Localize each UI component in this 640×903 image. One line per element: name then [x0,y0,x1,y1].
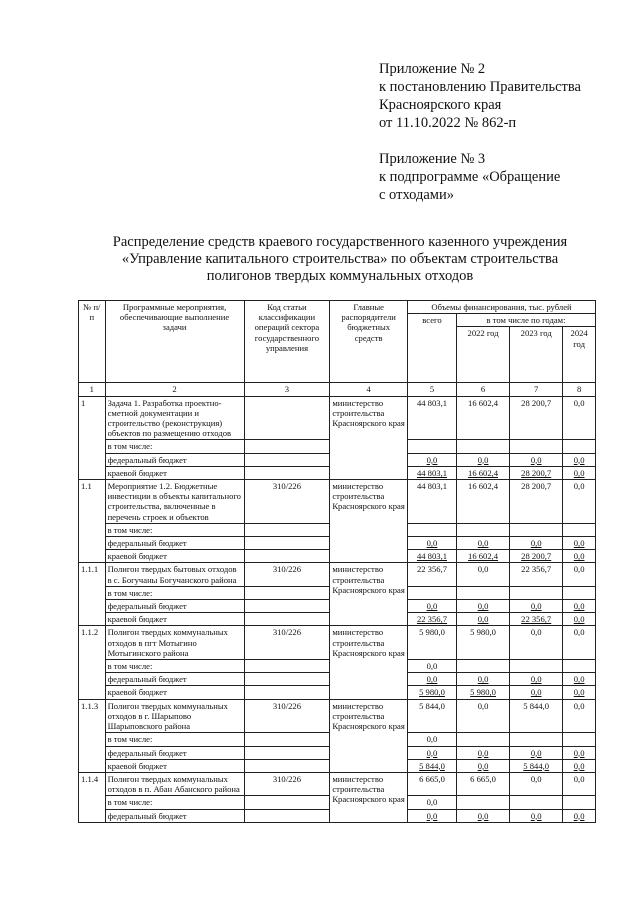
sub-value [457,523,510,536]
row-value: 5 980,0 [457,626,510,660]
appendix-line: от 11.10.2022 № 862-п [379,115,517,131]
sub-value: 0,0 [510,600,563,613]
sub-value: 28 200,7 [510,466,563,479]
sub-code [244,537,330,550]
sub-code [244,733,330,746]
sub-value: 0,0 [407,809,456,822]
row-value: 0,0 [563,772,596,795]
header-code: Код статьи классификации операций сектора государственного управления [244,301,330,383]
table-row [79,772,596,795]
sub-value: 0,0 [510,673,563,686]
row-administrator: министерство строительства Красноярского края [330,699,408,772]
sub-value: 0,0 [563,673,596,686]
sub-value: 0,0 [407,733,456,746]
row-measure-name: Полигон твердых коммунальных отходов в г. Шарыпово Шарыповского района [105,699,244,733]
sub-code [244,673,330,686]
header-by-years: в том числе по годам: [457,314,596,327]
row-administrator: министерство строительства Красноярского края [330,480,408,563]
sub-label: краевой бюджет [105,686,244,699]
appendix-line: к постановлению Правительства [379,79,581,95]
row-number: 1.1.4 [79,772,106,822]
sub-value: 0,0 [407,600,456,613]
sub-value [457,440,510,453]
sub-value: 0,0 [407,673,456,686]
sub-value: 0,0 [510,453,563,466]
sub-value [563,586,596,599]
sub-value [457,733,510,746]
header-volumes: Объемы финансирования, тыс. рублей [407,301,595,314]
sub-value [510,796,563,809]
row-measure-name: Полигон твердых коммунальных отходов в пгт Мотыгино Мотыгинского района [105,626,244,660]
sub-value: 22 356,7 [407,613,456,626]
sub-value [457,660,510,673]
row-code [244,396,330,440]
sub-value [510,733,563,746]
sub-value: 0,0 [563,550,596,563]
row-value: 0,0 [563,563,596,586]
header-2024: 2024 год [563,327,596,383]
financing-table [78,300,596,823]
sub-value: 5 980,0 [457,686,510,699]
row-value: 22 356,7 [407,563,456,586]
row-value: 0,0 [563,480,596,524]
sub-code [244,550,330,563]
sub-code [244,466,330,479]
document-title [60,234,620,285]
row-code: 310/226 [244,772,330,795]
sub-value: 0,0 [563,686,596,699]
sub-value [563,796,596,809]
sub-code [244,809,330,822]
sub-code [244,759,330,772]
row-value: 5 844,0 [407,699,456,733]
sub-value: 44 803,1 [407,550,456,563]
sub-value [563,733,596,746]
row-value: 16 602,4 [457,396,510,440]
sub-value [510,586,563,599]
sub-code [244,660,330,673]
header-measures: Программные мероприятия, обеспечивающие выполнение задачи [105,301,244,383]
sub-value: 0,0 [407,660,456,673]
column-number: 6 [457,383,510,396]
sub-value: 0,0 [407,453,456,466]
sub-value: 44 803,1 [407,466,456,479]
row-value: 44 803,1 [407,396,456,440]
table-header-row [79,301,596,314]
row-value: 5 980,0 [407,626,456,660]
sub-value [407,440,456,453]
row-value: 6 665,0 [407,772,456,795]
sub-code [244,613,330,626]
sub-label: краевой бюджет [105,759,244,772]
appendix-line: Приложение № 2 [379,61,486,77]
sub-label: в том числе: [105,523,244,536]
sub-value: 0,0 [457,600,510,613]
sub-value: 16 602,4 [457,466,510,479]
sub-value: 28 200,7 [510,550,563,563]
sub-value: 5 844,0 [407,759,456,772]
sub-value [510,440,563,453]
sub-value: 0,0 [563,466,596,479]
title-line: Распределение средств краевого государственного казенного учреждения [112,234,568,250]
column-number: 7 [510,383,563,396]
sub-label: в том числе: [105,660,244,673]
row-number: 1.1 [79,480,106,563]
sub-value [510,523,563,536]
row-value: 0,0 [457,699,510,733]
sub-value [563,440,596,453]
row-number: 1.1.3 [79,699,106,772]
sub-label: в том числе: [105,733,244,746]
sub-value: 0,0 [563,613,596,626]
sub-code [244,746,330,759]
title-line: полигонов твердых коммунальных отходов [206,268,474,284]
table-row [79,480,596,524]
row-measure-name: Полигон твердых коммунальных отходов в п. Абан Абанского района [105,772,244,795]
column-number: 5 [407,383,456,396]
row-value: 0,0 [563,626,596,660]
appendix-line: Красноярского края [379,97,502,113]
table-row [79,699,596,733]
appendix-line: с отходами» [379,187,454,203]
sub-value [407,523,456,536]
column-number: 2 [105,383,244,396]
sub-value: 0,0 [563,746,596,759]
row-value: 0,0 [510,626,563,660]
row-code: 310/226 [244,480,330,524]
sub-value [457,796,510,809]
sub-value: 0,0 [563,759,596,772]
sub-code [244,600,330,613]
row-value: 5 844,0 [510,699,563,733]
header-num: № п/п [79,301,106,383]
sub-value [407,586,456,599]
sub-value: 0,0 [510,686,563,699]
column-number: 3 [244,383,330,396]
sub-label: краевой бюджет [105,466,244,479]
sub-label: краевой бюджет [105,550,244,563]
row-value: 28 200,7 [510,396,563,440]
row-value: 0,0 [510,772,563,795]
sub-code [244,440,330,453]
sub-value [457,586,510,599]
sub-label: в том числе: [105,440,244,453]
sub-value: 5 980,0 [407,686,456,699]
sub-value: 0,0 [563,600,596,613]
header-total: всего [407,314,456,383]
sub-label: федеральный бюджет [105,453,244,466]
sub-value: 0,0 [457,759,510,772]
appendix-block [379,60,581,204]
row-value: 16 602,4 [457,480,510,524]
sub-label: федеральный бюджет [105,746,244,759]
row-measure-name: Мероприятие 1.2. Бюджетные инвестиции в объекты капитального строительства, включенные в перечень строек и объектов [105,480,244,524]
sub-value [563,660,596,673]
sub-value: 0,0 [563,809,596,822]
row-administrator: министерство строительства Красноярского края [330,563,408,626]
sub-value [510,660,563,673]
sub-value: 0,0 [407,796,456,809]
sub-code [244,453,330,466]
row-value: 28 200,7 [510,480,563,524]
appendix-line: Приложение № 3 [379,151,486,167]
row-value: 0,0 [563,699,596,733]
sub-value: 5 844,0 [510,759,563,772]
table-row [79,563,596,586]
sub-value: 0,0 [457,613,510,626]
row-measure-name: Задача 1. Разработка проектно-сметной документации и строительство (реконструкция) объектов по размещению отходов [105,396,244,440]
table-row [79,396,596,440]
sub-label: в том числе: [105,586,244,599]
column-number: 8 [563,383,596,396]
row-code: 310/226 [244,563,330,586]
sub-code [244,586,330,599]
row-code: 310/226 [244,699,330,733]
row-number: 1.1.2 [79,626,106,699]
row-number: 1.1.1 [79,563,106,626]
sub-value: 0,0 [510,746,563,759]
sub-value: 0,0 [457,537,510,550]
title-line: «Управление капитального строительства» по объектам строительства [121,251,559,267]
sub-code [244,523,330,536]
sub-label: краевой бюджет [105,613,244,626]
sub-label: федеральный бюджет [105,600,244,613]
sub-code [244,686,330,699]
sub-value: 0,0 [457,746,510,759]
table-row [79,626,596,660]
sub-value: 0,0 [563,453,596,466]
row-number: 1 [79,396,106,479]
sub-value: 22 356,7 [510,613,563,626]
sub-value: 16 602,4 [457,550,510,563]
sub-value: 0,0 [457,809,510,822]
sub-label: федеральный бюджет [105,537,244,550]
row-value: 6 665,0 [457,772,510,795]
sub-value: 0,0 [510,537,563,550]
header-2022: 2022 год [457,327,510,383]
row-code: 310/226 [244,626,330,660]
header-2023: 2023 год [510,327,563,383]
sub-value: 0,0 [457,453,510,466]
sub-label: в том числе: [105,796,244,809]
row-measure-name: Полигон твердых бытовых отходов в с. Богучаны Богучанского района [105,563,244,586]
header-admins: Главные распорядители бюджетных средств [330,301,408,383]
sub-label: федеральный бюджет [105,809,244,822]
row-value: 44 803,1 [407,480,456,524]
sub-value: 0,0 [510,809,563,822]
row-value: 22 356,7 [510,563,563,586]
row-value: 0,0 [457,563,510,586]
sub-value: 0,0 [563,537,596,550]
row-administrator: министерство строительства Красноярского края [330,626,408,699]
row-administrator: министерство строительства Красноярского края [330,396,408,479]
column-number: 4 [330,383,408,396]
row-administrator: министерство строительства Красноярского края [330,772,408,822]
sub-value [563,523,596,536]
sub-code [244,796,330,809]
sub-value: 0,0 [407,746,456,759]
row-value: 0,0 [563,396,596,440]
column-number: 1 [79,383,106,396]
sub-value: 0,0 [407,537,456,550]
column-numbers-row [79,383,596,396]
sub-label: федеральный бюджет [105,673,244,686]
appendix-line: к подпрограмме «Обращение [379,169,561,185]
sub-value: 0,0 [457,673,510,686]
